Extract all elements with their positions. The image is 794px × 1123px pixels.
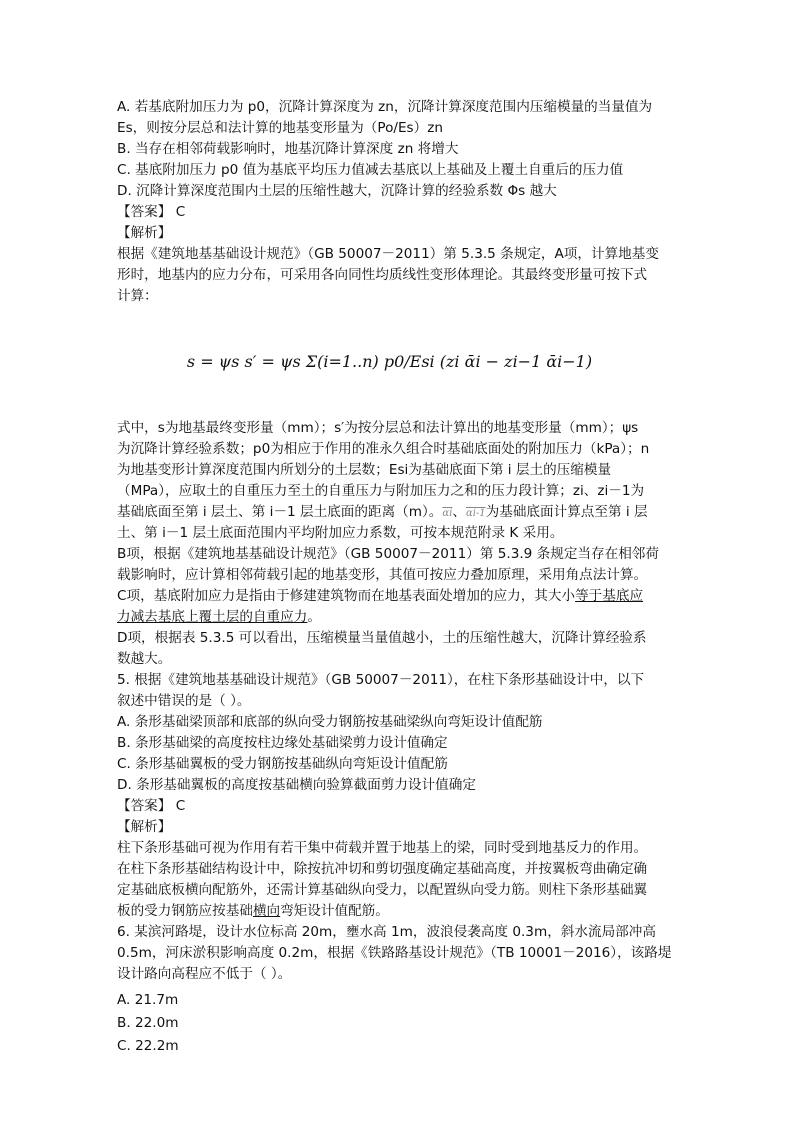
option-a-line1: A. 若基底附加压力为 p0，沉降计算深度为 zn，沉降计算深度范围内压缩模量的当量值为 xyxy=(117,99,653,115)
explain-line: 土、第 i－1 层土底面范围内平均附加应力系数，可按本规范附录 K 采用。 xyxy=(117,525,564,541)
explain-line: （MPa），应取土的自重压力至土的自重压力与附加压力之和的压力段计算；zi、zi－1为 xyxy=(117,483,645,499)
c-explain-text: C项，基底附加应力是指由于修建建筑物而在地基表面处增加的应力，其大小 xyxy=(117,588,576,604)
c-explain-line xyxy=(117,586,692,607)
analysis-line: 根据《建筑地基基础设计规范》（GB 50007－2011）第 5.3.5 条规定，A项，计算地基变 xyxy=(117,246,659,262)
q5-analysis-line xyxy=(117,901,692,922)
explain-line: 为地基变形计算深度范围内所划分的土层数；Esi为基础底面下第 i 层土的压缩模量 xyxy=(117,462,612,478)
explain-text: 为基础底面计算点至第 i 层 xyxy=(485,504,648,520)
q5-option-b: B. 条形基础梁的高度按柱边缘处基础梁剪力设计值确定 xyxy=(117,735,448,751)
c-explain-line xyxy=(117,607,692,628)
answer-label: 【答案】 C xyxy=(117,204,186,220)
explain-line: 基础底面至第 i 层土、第 i－1 层土底面的距离（m）。$\overline{\alpha i}$、αi-1为基础底面计算点至第 i 层 xyxy=(117,504,648,520)
q5-stem: 叙述中错误的是（ ）。 xyxy=(117,693,251,709)
option-a-line2: Es，则按分层总和法计算的地基变形量为（Po/Es）zn xyxy=(117,120,443,136)
settlement-formula: s = ψs s′ = ψs Σ(i=1..n) p0/Esi (zi ᾱi − zi−1 ᾱi−1) xyxy=(186,352,593,371)
q6-stem: 0.5m，河床淤积影响高度 0.2m，根据《铁路路基设计规范》（TB 10001－2016），该路堤 xyxy=(117,945,672,961)
q6-option-a: A. 21.7m xyxy=(117,992,179,1008)
q5-option-a: A. 条形基础梁顶部和底部的纵向受力钢筋按基础梁纵向弯矩设计值配筋 xyxy=(117,714,543,730)
d-explain-line: D项，根据表 5.3.5 可以看出，压缩模量当量值越小，土的压缩性越大，沉降计算经验系 xyxy=(117,630,647,646)
option-b: B. 当存在相邻荷载影响时，地基沉降计算深度 zn 将增大 xyxy=(117,141,459,157)
d-explain-line: 数越大。 xyxy=(117,651,172,667)
option-c: C. 基底附加压力 p0 值为基底平均压力值减去基底以上基础及上覆土自重后的压力值 xyxy=(117,162,624,178)
analysis-line: 计算： xyxy=(117,288,158,304)
q6-option-b: B. 22.0m xyxy=(117,1015,179,1031)
c-explain-text: 。 xyxy=(307,609,321,625)
explain-line: 为沉降计算经验系数；p0为相应于作用的准永久组合时基础底面处的附加压力（kPa）；n xyxy=(117,441,650,457)
alpha-i-symbol: $\overline{\alpha i}$ xyxy=(442,508,453,519)
q5-analysis-line: 在柱下条形基础结构设计中，除按抗冲切和剪切强度确定基础高度，并按翼板弯曲确定确 xyxy=(117,861,648,877)
q5-stem: 5. 根据《建筑地基基础设计规范》（GB 50007－2011），在柱下条形基础设计中，以下 xyxy=(117,672,645,688)
c-explain-underlined: 力减去基底上覆土层的自重应力 xyxy=(117,609,308,625)
analysis-line: 形时，地基内的应力分布，可采用各向同性均质线性变形体理论。其最终变形量可按下式 xyxy=(117,267,648,283)
analysis-heading: 【解析】 xyxy=(117,225,172,241)
q5-analysis-underlined: 横向 xyxy=(252,903,281,919)
explain-line: 式中，s为地基最终变形量（mm）；s′为按分层总和法计算出的地基变形量（mm）；ψs xyxy=(117,420,639,436)
q5-analysis-line: 柱下条形基础可视为作用有若干集中荷载并置于地基上的梁，同时受到地基反力的作用。 xyxy=(117,840,648,856)
q6-stem: 设计路向高程应不低于（ ）。 xyxy=(117,966,292,982)
document-page xyxy=(117,97,692,1058)
q5-analysis-heading: 【解析】 xyxy=(117,819,172,835)
q5-answer: 【答案】 C xyxy=(117,798,186,814)
b-explain-line: 载影响时，应计算相邻荷载引起的地基变形，其值可按应力叠加原理，采用角点法计算。 xyxy=(117,567,648,583)
q6-option-c: C. 22.2m xyxy=(117,1038,179,1054)
q5-option-d: D. 条形基础翼板的高度按基础横向验算截面剪力设计值确定 xyxy=(117,777,476,793)
q4-options xyxy=(117,97,692,202)
q5-analysis-text: 弯矩设计值配筋。 xyxy=(280,903,389,919)
explain-text: 基础底面至第 i 层土、第 i－1 层土底面的距离（m）。 xyxy=(117,504,443,520)
option-d: D. 沉降计算深度范围内土层的压缩性越大，沉降计算的经验系数 Φs 越大 xyxy=(117,183,557,199)
alpha-i1-symbol: αi-1 xyxy=(465,508,486,519)
q5-analysis-text: 板的受力钢筋应按基础 xyxy=(117,903,253,919)
q5-analysis-line: 定基础底板横向配筋外，还需计算基础纵向受力，以配置纵向受力筋。则柱下条形基础翼 xyxy=(117,882,648,898)
q5-option-c: C. 条形基础翼板的受力钢筋按基础纵向弯矩设计值配筋 xyxy=(117,756,448,772)
b-explain-line: B项，根据《建筑地基基础设计规范》（GB 50007－2011）第 5.3.9 条规定当存在相邻荷 xyxy=(117,546,659,562)
c-explain-underlined: 等于基底应 xyxy=(575,588,644,604)
q6-stem: 6. 某滨河路堤，设计水位标高 20m，壅水高 1m，波浪侵袭高度 0.3m，斜水流局部冲高 xyxy=(117,924,656,940)
